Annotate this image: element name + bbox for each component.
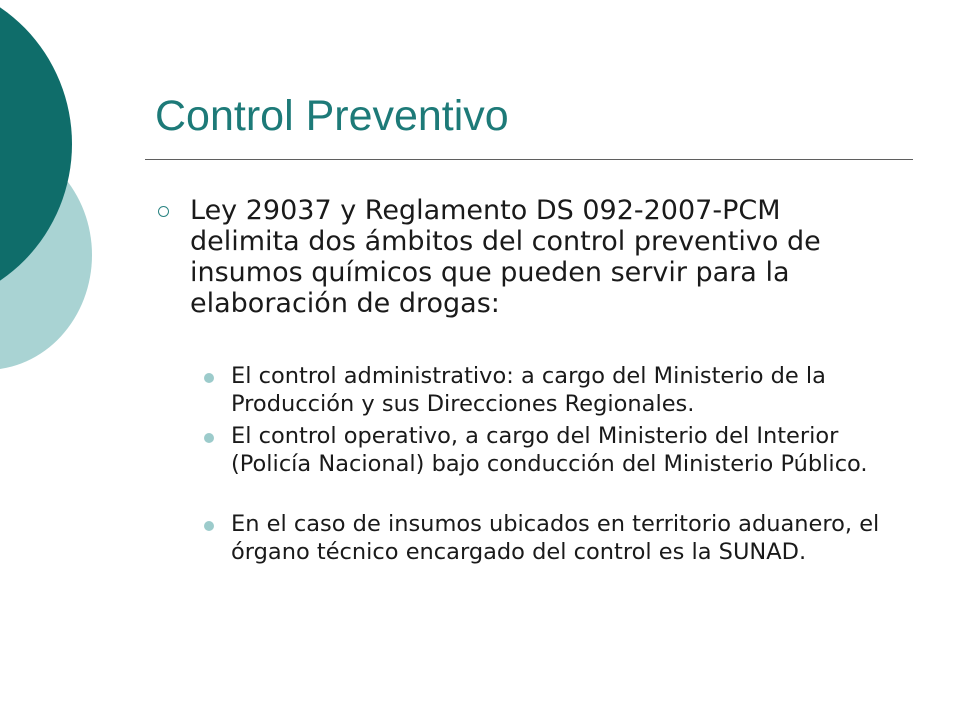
hollow-circle-bullet-icon xyxy=(158,206,169,217)
dot-bullet-icon xyxy=(204,433,214,443)
title-divider xyxy=(145,159,913,160)
sub-bullet-text: El control operativo, a cargo del Ministerio del Interior (Policía Nacional) bajo conducción del Ministerio Público. xyxy=(231,423,868,477)
dot-bullet-icon xyxy=(204,373,214,383)
slide-title: Control Preventivo xyxy=(155,92,509,140)
sub-bullet-text: En el caso de insumos ubicados en territorio aduanero, el órgano técnico encargado del control es la SUNAD. xyxy=(231,511,880,565)
sub-bullet-text: El control administrativo: a cargo del Ministerio de la Producción y sus Direcciones Regionales. xyxy=(231,363,826,417)
main-bullet-text: Ley 29037 y Reglamento DS 092-2007-PCM delimita dos ámbitos del control preventivo de insumos químicos que pueden servir para la elaboración de drogas: xyxy=(190,195,821,319)
dot-bullet-icon xyxy=(204,521,214,531)
